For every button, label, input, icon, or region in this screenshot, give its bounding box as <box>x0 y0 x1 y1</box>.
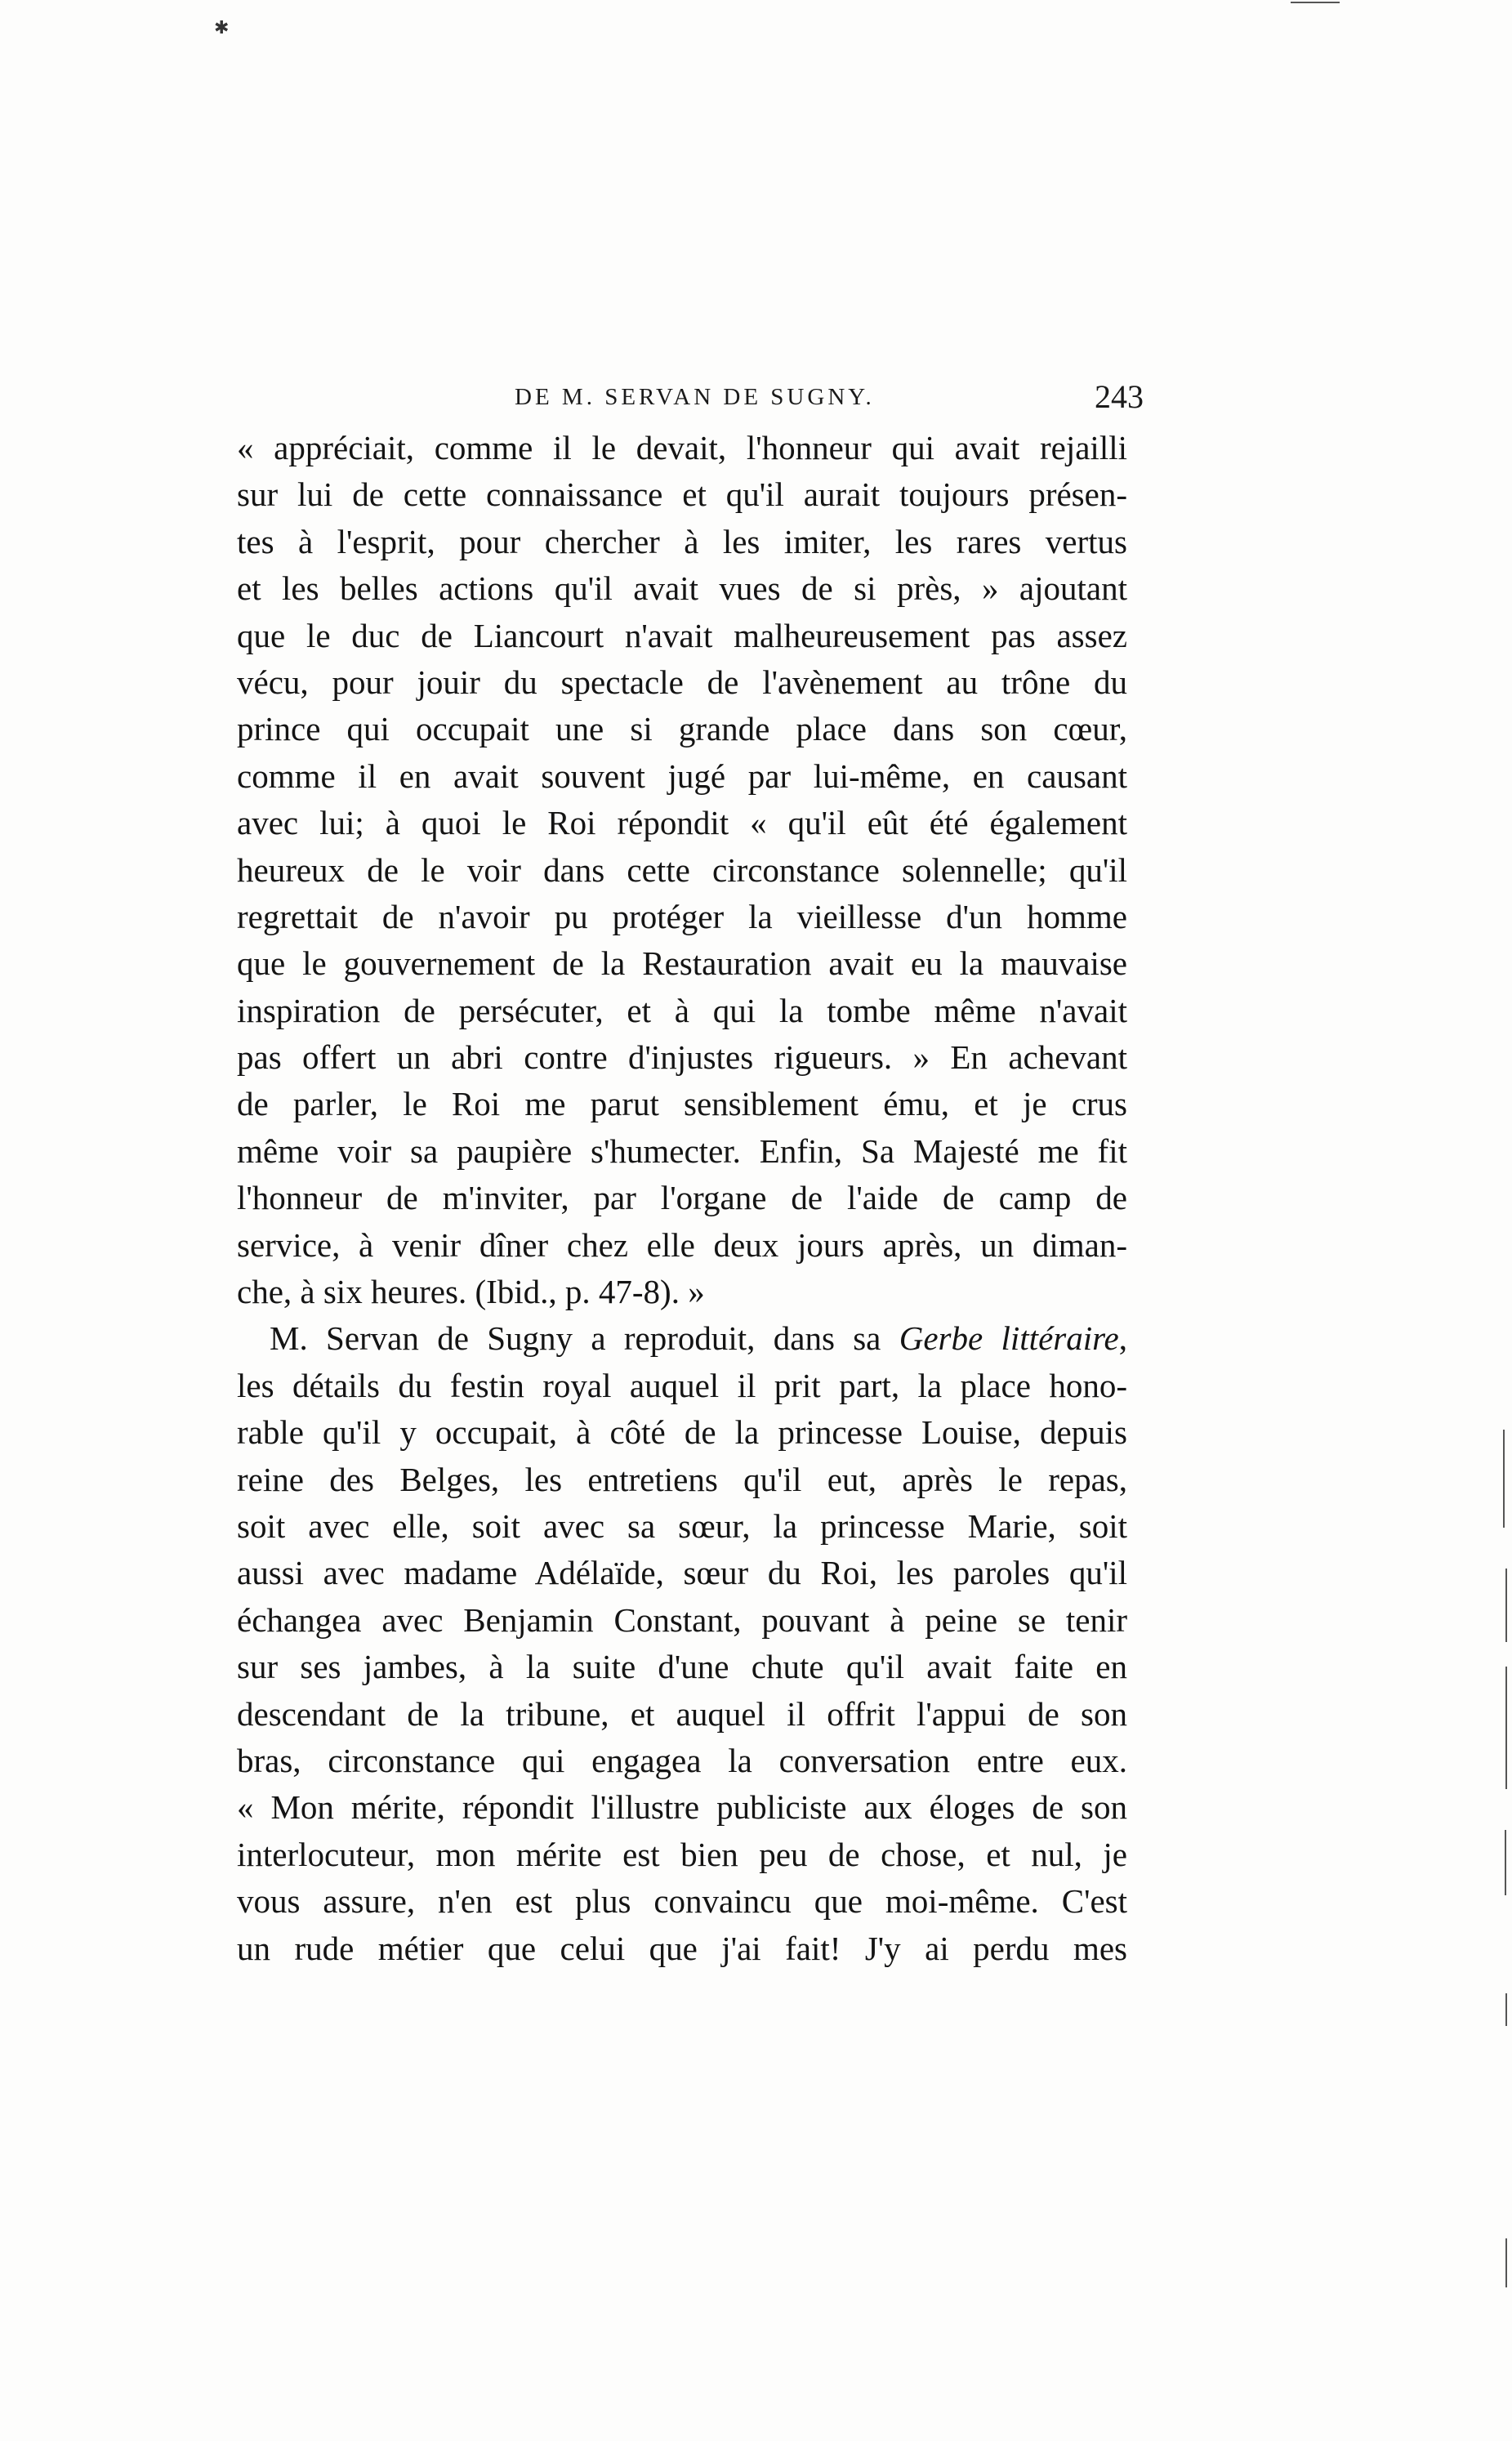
text-line: pas offert un abri contre d'injustes rigueurs. » En achevant <box>237 1038 1127 1077</box>
text-line: heureux de le voir dans cette circonstance solennelle; qu'il <box>237 850 1127 889</box>
text-line: avec lui; à quoi le Roi répondit « qu'il eût été également <box>237 804 1127 842</box>
scan-edge-mark <box>1505 2238 1507 2287</box>
text-line: sur lui de cette connaissance et qu'il aurait toujours présen- <box>237 475 1127 514</box>
text-line: que le duc de Liancourt n'avait malheureusement pas assez <box>237 616 1127 654</box>
text-line: les détails du festin royal auquel il prit part, la place hono- <box>237 1366 1127 1404</box>
punctuation: , <box>1118 1319 1127 1358</box>
text-line: comme il en avait souvent jugé par lui-même, en causant <box>237 756 1127 795</box>
scan-edge-mark <box>1291 2 1340 3</box>
scan-edge-mark <box>1505 1667 1507 1789</box>
paragraph-first-line <box>237 1315 1127 1362</box>
ink-speck: ✱ <box>214 18 230 38</box>
text-line: vous assure, n'en est plus convaincu que moi-même. C'est <box>237 1882 1127 1921</box>
text-line: tes à l'esprit, pour chercher à les imiter, les rares vertus <box>237 522 1127 560</box>
text-line: che, à six heures. (Ibid., p. 47-8). » <box>237 1273 705 1311</box>
text-line: échangea avec Benjamin Constant, pouvant à peine se tenir <box>237 1600 1127 1639</box>
page-header <box>245 377 1144 426</box>
text-line: aussi avec madame Adélaïde, sœur du Roi, les paroles qu'il <box>237 1554 1127 1592</box>
text-line: sur ses jambes, à la suite d'une chute qu'il avait faite en <box>237 1648 1127 1686</box>
running-head: DE M. SERVAN DE SUGNY. <box>515 384 875 410</box>
text-line: même voir sa paupière s'humecter. Enfin, Sa Majesté me fit <box>237 1131 1127 1170</box>
text-line: interlocuteur, mon mérite est bien peu de chose, et nul, je <box>237 1835 1127 1873</box>
text-line: « Mon mérite, répondit l'illustre publiciste aux éloges de son <box>237 1788 1127 1827</box>
body-text <box>237 425 1127 1972</box>
scan-edge-mark <box>1505 1993 1507 2026</box>
text-line: rable qu'il y occupait, à côté de la princesse Louise, depuis <box>237 1413 1127 1452</box>
text-line: inspiration de persécuter, et à qui la tombe même n'avait <box>237 991 1127 1029</box>
text-line: descendant de la tribune, et auquel il offrit l'appui de son <box>237 1694 1127 1733</box>
text-line: regrettait de n'avoir pu protéger la vieillesse d'un homme <box>237 897 1127 935</box>
text-line: reine des Belges, les entretiens qu'il eut, après le repas, <box>237 1460 1127 1498</box>
text-line: service, à venir dîner chez elle deux jours après, un diman- <box>237 1225 1127 1264</box>
scan-edge-mark <box>1503 1430 1505 1528</box>
text-line: soit avec elle, soit avec sa sœur, la princesse Marie, soit <box>237 1506 1127 1545</box>
paragraph-start-text: M. Servan de Sugny a reproduit, dans sa <box>270 1319 899 1358</box>
text-line: un rude métier que celui que j'ai fait! J'y ai perdu mes <box>237 1929 1127 1967</box>
page-number: 243 <box>1095 378 1144 415</box>
text-line: de parler, le Roi me parut sensiblement ému, et je crus <box>237 1085 1127 1123</box>
text-line: et les belles actions qu'il avait vues de si près, » ajoutant <box>237 569 1127 608</box>
scan-edge-mark <box>1505 1569 1507 1642</box>
scan-edge-mark <box>1505 1830 1506 1895</box>
text-line: que le gouvernement de la Restauration avait eu la mauvaise <box>237 944 1127 983</box>
book-title: Gerbe littéraire <box>899 1319 1119 1358</box>
text-line: prince qui occupait une si grande place dans son cœur, <box>237 710 1127 748</box>
text-line: « appréciait, comme il le devait, l'honneur qui avait rejailli <box>237 429 1127 466</box>
text-line: bras, circonstance qui engagea la conversation entre eux. <box>237 1741 1127 1779</box>
text-line: vécu, pour jouir du spectacle de l'avènement au trône du <box>237 663 1127 701</box>
text-line: l'honneur de m'inviter, par l'organe de l'aide de camp de <box>237 1179 1127 1217</box>
